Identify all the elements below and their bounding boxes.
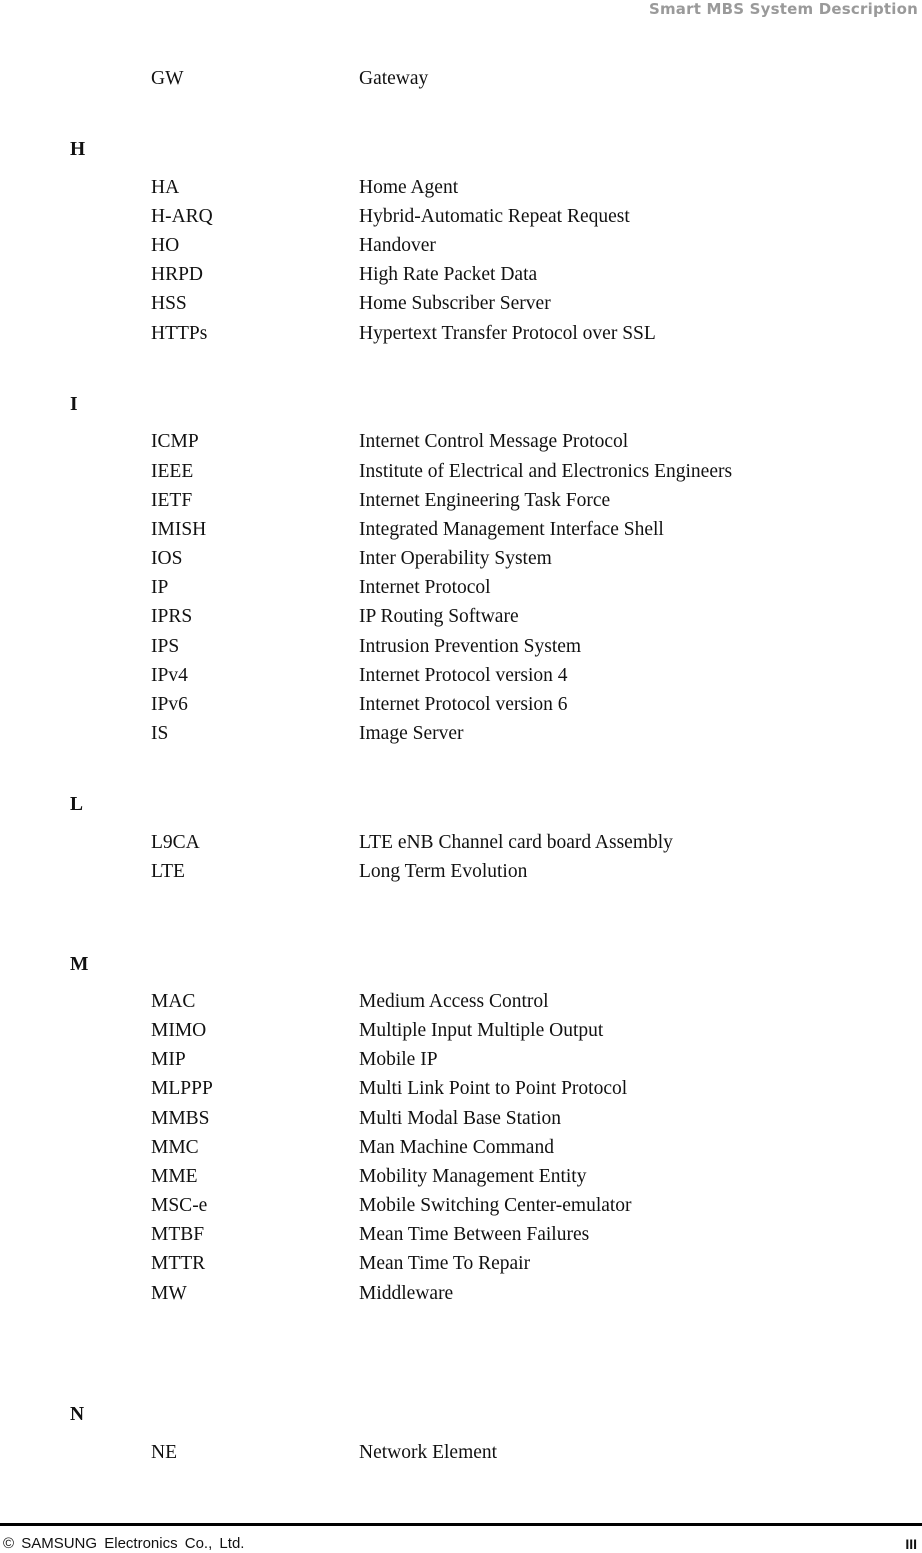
abbreviation-term: MIMO bbox=[151, 1020, 207, 1041]
abbreviation-entry bbox=[0, 722, 922, 746]
abbreviation-term: IP bbox=[151, 577, 169, 598]
footer-divider bbox=[0, 1523, 922, 1526]
abbreviation-term: MME bbox=[151, 1166, 198, 1187]
abbreviation-entry bbox=[0, 990, 922, 1014]
abbreviation-entry bbox=[0, 263, 922, 287]
abbreviation-term: MW bbox=[151, 1283, 187, 1304]
abbreviation-entry bbox=[0, 576, 922, 600]
abbreviation-definition: Long Term Evolution bbox=[359, 861, 528, 882]
abbreviation-definition: Internet Engineering Task Force bbox=[359, 490, 611, 511]
abbreviation-entry bbox=[0, 693, 922, 717]
abbreviation-entry bbox=[0, 1223, 922, 1247]
abbreviation-definition: LTE eNB Channel card board Assembly bbox=[359, 832, 673, 853]
abbreviation-entry bbox=[0, 547, 922, 571]
footer-copyright: © SAMSUNG Electronics Co., Ltd. bbox=[3, 1535, 245, 1552]
abbreviation-term: HTTPs bbox=[151, 323, 208, 344]
abbreviation-entry bbox=[0, 322, 922, 346]
abbreviation-definition: Gateway bbox=[359, 68, 429, 89]
abbreviation-definition: Multi Link Point to Point Protocol bbox=[359, 1078, 628, 1099]
abbreviation-term: LTE bbox=[151, 861, 185, 882]
abbreviation-term: IPRS bbox=[151, 606, 193, 627]
abbreviation-term: MIP bbox=[151, 1049, 186, 1070]
abbreviation-definition: Multi Modal Base Station bbox=[359, 1108, 562, 1129]
abbreviation-term: HO bbox=[151, 235, 180, 256]
abbreviation-term: IMISH bbox=[151, 519, 207, 540]
abbreviation-term: IPv6 bbox=[151, 694, 188, 715]
abbreviation-term: MMBS bbox=[151, 1108, 210, 1129]
abbreviation-definition: Mean Time To Repair bbox=[359, 1253, 531, 1274]
abbreviation-entry bbox=[0, 1077, 922, 1101]
abbreviation-term: IPS bbox=[151, 636, 180, 657]
abbreviation-term: IOS bbox=[151, 548, 183, 569]
abbreviation-entry bbox=[0, 1107, 922, 1131]
abbreviation-term: L9CA bbox=[151, 832, 200, 853]
abbreviation-term: MTBF bbox=[151, 1224, 205, 1245]
abbreviation-definition: Inter Operability System bbox=[359, 548, 552, 569]
abbreviation-entry bbox=[0, 430, 922, 454]
abbreviation-definition: Home Subscriber Server bbox=[359, 293, 551, 314]
abbreviation-definition: Man Machine Command bbox=[359, 1137, 554, 1158]
abbreviation-term: MLPPP bbox=[151, 1078, 213, 1099]
abbreviation-definition: Internet Protocol version 4 bbox=[359, 665, 568, 686]
abbreviation-definition: Mobile IP bbox=[359, 1049, 438, 1070]
abbreviation-entry bbox=[0, 1252, 922, 1276]
abbreviation-definition: Network Element bbox=[359, 1442, 498, 1463]
abbreviation-entry bbox=[0, 234, 922, 258]
abbreviation-entry bbox=[0, 605, 922, 629]
abbreviation-term: IS bbox=[151, 723, 169, 744]
section-letter-m: M bbox=[70, 954, 89, 975]
abbreviation-entry bbox=[0, 1441, 922, 1465]
section-letter-l: L bbox=[70, 794, 84, 815]
abbreviation-term: IEEE bbox=[151, 461, 194, 482]
abbreviation-term: IETF bbox=[151, 490, 193, 511]
abbreviation-definition: Intrusion Prevention System bbox=[359, 636, 582, 657]
abbreviation-entry bbox=[0, 1136, 922, 1160]
abbreviation-term: MMC bbox=[151, 1137, 199, 1158]
abbreviation-entry bbox=[0, 292, 922, 316]
abbreviation-definition: Handover bbox=[359, 235, 436, 256]
abbreviation-entry bbox=[0, 1194, 922, 1218]
footer-page-number: III bbox=[905, 1536, 917, 1552]
abbreviation-entry bbox=[0, 1019, 922, 1043]
abbreviation-term: MAC bbox=[151, 991, 196, 1012]
abbreviation-term: MTTR bbox=[151, 1253, 206, 1274]
abbreviation-term: MSC-e bbox=[151, 1195, 208, 1216]
abbreviation-definition: Middleware bbox=[359, 1283, 454, 1304]
abbreviation-entry bbox=[0, 1165, 922, 1189]
abbreviation-definition: Hypertext Transfer Protocol over SSL bbox=[359, 323, 656, 344]
abbreviation-definition: IP Routing Software bbox=[359, 606, 519, 627]
abbreviation-term: IPv4 bbox=[151, 665, 188, 686]
abbreviation-definition: Mean Time Between Failures bbox=[359, 1224, 590, 1245]
abbreviation-definition: Home Agent bbox=[359, 177, 459, 198]
abbreviation-definition: Internet Protocol version 6 bbox=[359, 694, 568, 715]
abbreviation-term: ICMP bbox=[151, 431, 199, 452]
abbreviation-entry bbox=[0, 460, 922, 484]
abbreviation-definition: Hybrid-Automatic Repeat Request bbox=[359, 206, 630, 227]
abbreviation-entry bbox=[0, 831, 922, 855]
abbreviation-definition: Medium Access Control bbox=[359, 991, 549, 1012]
abbreviation-entry bbox=[0, 205, 922, 229]
abbreviation-term: HRPD bbox=[151, 264, 204, 285]
abbreviation-entry bbox=[0, 489, 922, 513]
abbreviation-entry bbox=[0, 518, 922, 542]
abbreviation-term: HA bbox=[151, 177, 180, 198]
abbreviation-entry bbox=[0, 1282, 922, 1306]
abbreviation-term: NE bbox=[151, 1442, 177, 1463]
abbreviation-definition: Image Server bbox=[359, 723, 464, 744]
abbreviation-entry bbox=[0, 664, 922, 688]
abbreviation-definition: Internet Control Message Protocol bbox=[359, 431, 629, 452]
abbreviation-entry bbox=[0, 635, 922, 659]
abbreviation-term: H-ARQ bbox=[151, 206, 213, 227]
section-letter-n: N bbox=[70, 1404, 85, 1425]
abbreviation-definition: Institute of Electrical and Electronics Engineers bbox=[359, 461, 733, 482]
section-letter-h: H bbox=[70, 139, 86, 160]
section-letter-i: I bbox=[70, 394, 78, 415]
abbreviation-definition: Mobile Switching Center-emulator bbox=[359, 1195, 632, 1216]
abbreviation-entry bbox=[0, 860, 922, 884]
abbreviation-term: GW bbox=[151, 68, 184, 89]
abbreviation-definition: Mobility Management Entity bbox=[359, 1166, 587, 1187]
abbreviation-entry bbox=[0, 1048, 922, 1072]
abbreviation-definition: Multiple Input Multiple Output bbox=[359, 1020, 604, 1041]
abbreviation-entry bbox=[0, 176, 922, 200]
abbreviation-entry bbox=[0, 67, 922, 91]
abbreviation-term: HSS bbox=[151, 293, 187, 314]
abbreviation-definition: Internet Protocol bbox=[359, 577, 491, 598]
abbreviation-definition: High Rate Packet Data bbox=[359, 264, 538, 285]
abbreviation-definition: Integrated Management Interface Shell bbox=[359, 519, 664, 540]
page-header-title: Smart MBS System Description bbox=[648, 0, 918, 18]
